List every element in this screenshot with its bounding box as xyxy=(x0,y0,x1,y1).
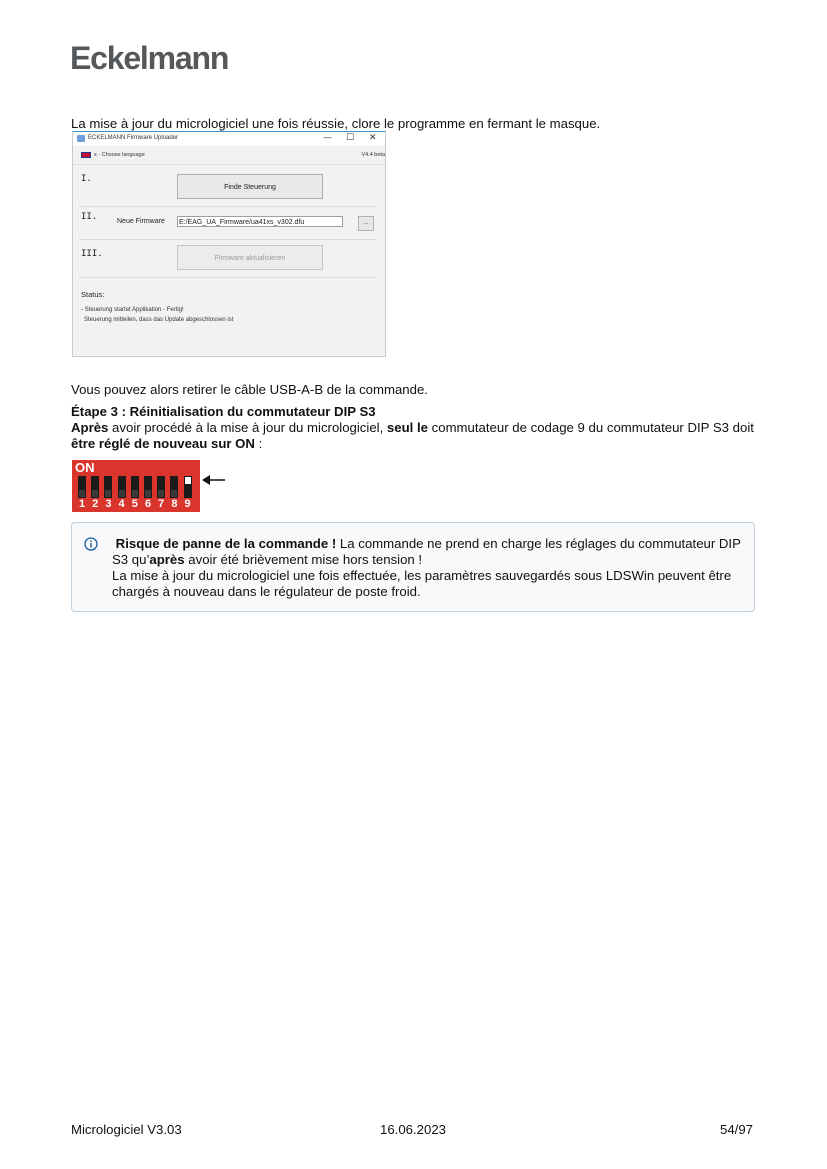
bold-text: après xyxy=(149,552,185,567)
firmware-path-input[interactable]: E:/EAG_UA_Firmware/ua41xs_v302.dfu xyxy=(177,216,343,227)
dip-switch-knob xyxy=(185,477,191,484)
info-sentence: La commande ne prend en charge les réglages du commutateur DIP S3 qu’ xyxy=(112,536,741,567)
dip-switch-number: 1 xyxy=(78,498,86,510)
choose-language-link[interactable]: x - Choose language xyxy=(94,152,145,158)
dip-switch-lever-9 xyxy=(184,476,192,498)
step-3-body xyxy=(71,420,757,452)
dip-switch-lever-2 xyxy=(91,476,99,498)
dip-switch-knob xyxy=(145,490,151,497)
info-sentence: avoir été brièvement mise hors tension ! xyxy=(184,552,423,567)
status-log-line: Steuerung mitteilen, dass das Update abgeschlossen ist xyxy=(84,317,234,323)
dip-switch-lever-6 xyxy=(144,476,152,498)
dip-switch-s3 xyxy=(72,460,200,512)
dip-switch-knob xyxy=(158,490,164,497)
step-1-label: I. xyxy=(81,174,92,184)
usb-text: Vous pouvez alors retirer le câble USB-A-B de la commande. xyxy=(71,382,428,397)
find-controller-button[interactable]: Finde Steuerung xyxy=(177,174,323,199)
body-text: : xyxy=(254,436,263,451)
dip-switch-number: 8 xyxy=(171,498,178,510)
warning-info-box xyxy=(71,522,755,612)
app-icon xyxy=(77,135,85,142)
dip-switch-lever-1 xyxy=(78,476,86,498)
dip-switch-lever-3 xyxy=(104,476,112,498)
body-text: avoir procédé à la mise à jour du micrologiciel, xyxy=(108,420,387,435)
dip-switch-number: 6 xyxy=(144,498,152,510)
bold-text: être réglé de nouveau sur ON xyxy=(71,436,255,451)
window-title: ECKELMANN Firmware Uploader xyxy=(88,135,179,141)
browse-button[interactable]: ... xyxy=(358,216,374,231)
status-label: Status: xyxy=(81,290,105,299)
arrow-left-icon xyxy=(202,473,226,487)
dip-switch-lever-5 xyxy=(131,476,139,498)
dip-switch-number: 2 xyxy=(92,498,99,510)
dip-switch-number: 5 xyxy=(131,498,138,510)
dip-switch-knob xyxy=(171,490,177,497)
info-text xyxy=(112,536,742,600)
dip-switch-number: 3 xyxy=(105,498,112,510)
dip-switch-lever-7 xyxy=(157,476,165,498)
separator xyxy=(79,277,377,278)
dip-switch-knob xyxy=(79,490,85,497)
bold-text: seul le xyxy=(386,420,428,435)
dip-switch-knob xyxy=(132,490,138,497)
body-text: commutateur de codage 9 du commutateur DIP S3 doit xyxy=(427,420,754,435)
separator xyxy=(79,239,377,240)
status-log-line: - Steuerung startet Applikation - Fertig! xyxy=(81,307,184,313)
dip-switch-number: 4 xyxy=(118,498,125,510)
footer-document-title: Micrologiciel V3.03 xyxy=(71,1122,182,1137)
firmware-uploader-window xyxy=(72,131,386,357)
dip-switch-knob xyxy=(105,490,111,497)
eckelmann-logo: Eckelmann xyxy=(70,40,229,76)
minimize-icon[interactable]: — xyxy=(323,133,332,143)
version-label: V4.4 beta xyxy=(361,152,385,158)
step-3-label: III. xyxy=(81,249,103,259)
uk-flag-icon[interactable] xyxy=(81,152,91,158)
window-titlebar xyxy=(73,132,385,146)
language-bar xyxy=(73,146,385,165)
update-firmware-button[interactable]: Firmware aktualisieren xyxy=(177,245,323,270)
maximize-icon[interactable]: ☐ xyxy=(346,133,355,143)
dip-switch-number: 9 xyxy=(184,498,191,510)
bold-text: Après xyxy=(71,420,109,435)
step-3-heading: Étape 3 : Réinitialisation du commutateur DIP S3 xyxy=(71,404,376,419)
dip-on-label: ON xyxy=(75,460,95,475)
dip-switch-knob xyxy=(119,490,125,497)
close-icon[interactable]: ✕ xyxy=(369,133,377,143)
warning-title: Risque de panne de la commande ! xyxy=(115,536,337,551)
info-circle-icon xyxy=(84,537,98,551)
firmware-label: Neue Firmware xyxy=(117,218,165,225)
footer-page-number: 54/97 xyxy=(720,1122,754,1137)
window-client xyxy=(73,146,385,356)
dip-switch-lever-8 xyxy=(170,476,178,498)
footer-date: 16.06.2023 xyxy=(380,1122,447,1137)
step-2-label: II. xyxy=(81,212,98,222)
dip-switch-number: 7 xyxy=(158,498,165,510)
dip-switch-lever-4 xyxy=(118,476,126,498)
dip-switch-knob xyxy=(92,490,98,497)
info-sentence: La mise à jour du micrologiciel une fois effectuée, les paramètres sauvegardés sous LDSWin peuvent être chargés à nouveau dans le régulateur de poste froid. xyxy=(112,568,732,599)
intro-text: La mise à jour du micrologiciel une fois réussie, clore le programme en fermant le masque. xyxy=(71,116,601,131)
separator xyxy=(79,206,377,207)
